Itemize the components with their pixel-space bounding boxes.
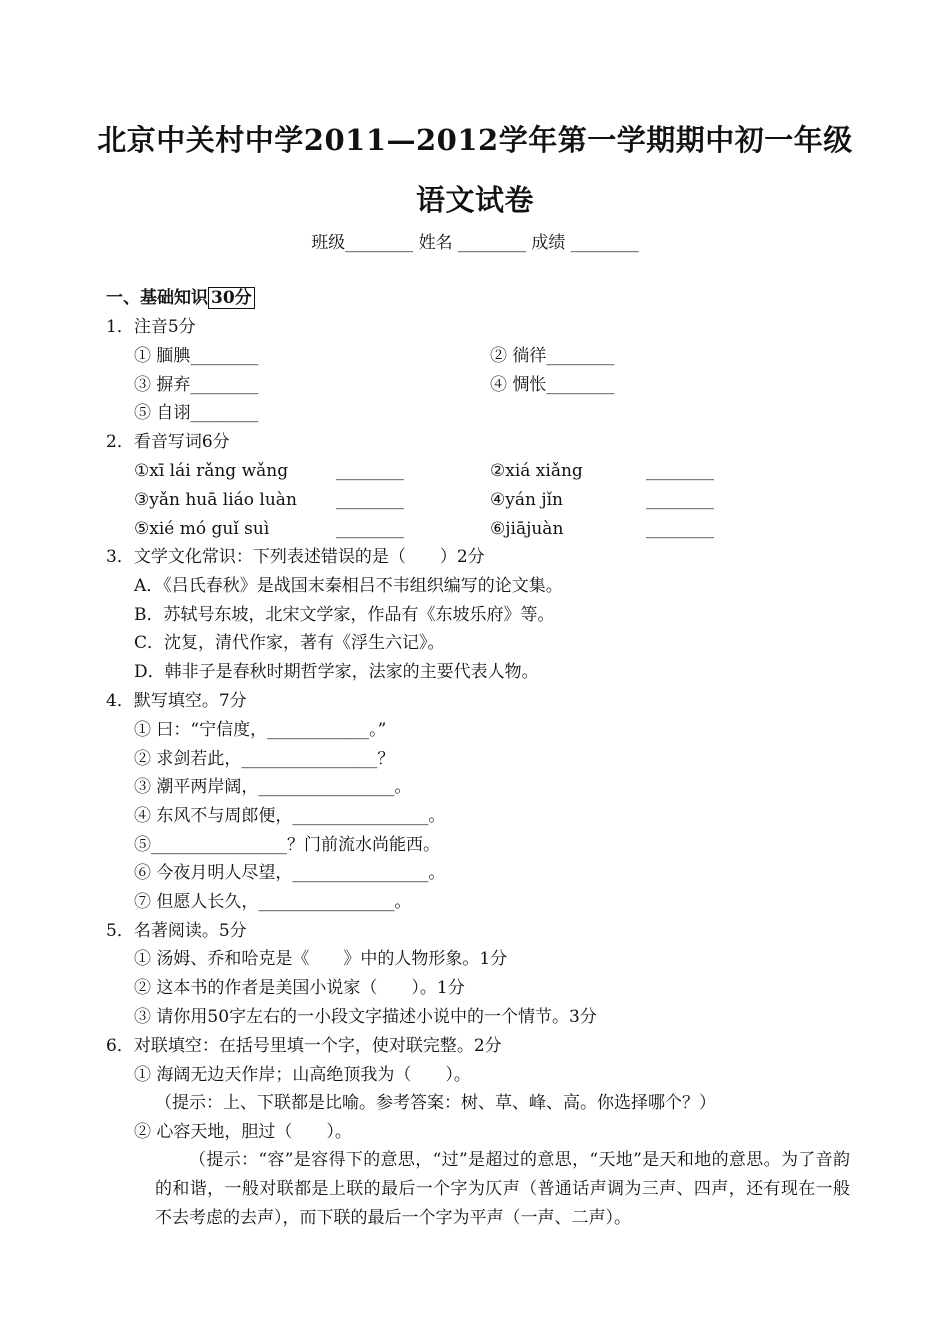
q4-item-2: ② 求剑若此，________________？ <box>134 749 395 769</box>
section-heading <box>106 287 255 309</box>
q4-item-7: ⑦ 但愿人长久，________________。 <box>134 892 412 912</box>
q1-item-5: ⑤ 自诩________ <box>134 403 259 423</box>
q2-blank-2: ________ <box>646 461 714 481</box>
q2-item-5: ⑤xié mó guǐ suì <box>134 519 270 539</box>
q1-item-2: ② 徜徉________ <box>490 346 615 366</box>
question-1-stem: 1．注音5分 <box>106 317 196 337</box>
q4-item-4: ④ 东风不与周郎便，________________。 <box>134 806 446 826</box>
question-2-stem: 2．看音写词6分 <box>106 432 230 452</box>
q5-item-3: ③ 请你用50字左右的一小段文字描述小说中的一个情节。3分 <box>134 1007 597 1027</box>
student-info-line: 班级________ 姓名 ________ 成绩 ________ <box>311 233 639 253</box>
q2-item-3: ③yǎn huā liáo luàn <box>134 490 297 510</box>
q4-item-1: ① 曰：“宁信度，____________。” <box>134 720 387 740</box>
q4-item-3: ③ 潮平两岸阔，________________。 <box>134 777 412 797</box>
q2-blank-1: ________ <box>336 461 404 481</box>
q4-item-5: ⑤________________？门前流水尚能西。 <box>134 835 440 855</box>
q2-blank-6: ________ <box>646 519 714 539</box>
section-score-box: 30分 <box>208 287 255 309</box>
q6-item-1: ① 海阔无边天作岸；山高绝顶我为（ ）。 <box>134 1065 471 1085</box>
q6-item-2: ② 心容天地，胆过（ ）。 <box>134 1122 352 1142</box>
question-3-stem: 3．文学文化常识：下列表述错误的是（ ）2分 <box>106 547 485 567</box>
q2-item-2: ②xiá xiǎng <box>490 461 583 481</box>
question-5-stem: 5．名著阅读。5分 <box>106 921 247 941</box>
q6-hint-1: （提示：上、下联都是比喻。参考答案：树、草、峰、高。你选择哪个？） <box>155 1093 716 1113</box>
q2-blank-5: ________ <box>336 519 404 539</box>
q1-item-4: ④ 惆怅________ <box>490 375 615 395</box>
question-6-stem: 6．对联填空：在括号里填一个字，使对联完整。2分 <box>106 1036 502 1056</box>
section-label: 一、基础知识 <box>106 288 208 308</box>
q1-item-1: ① 腼腆________ <box>134 346 259 366</box>
q5-item-2: ② 这本书的作者是美国小说家（ ）。1分 <box>134 978 465 998</box>
q2-blank-4: ________ <box>646 490 714 510</box>
q5-item-1: ① 汤姆、乔和哈克是《 》中的人物形象。1分 <box>134 949 508 969</box>
q1-item-3: ③ 摒弃________ <box>134 375 259 395</box>
q2-item-1: ①xī lái rǎng wǎng <box>134 461 289 481</box>
q3-option-a: A．《吕氏春秋》是战国末秦相吕不韦组织编写的论文集。 <box>134 576 563 596</box>
q3-option-c: C．沈复，清代作家，著有《浮生六记》。 <box>134 633 445 653</box>
q2-item-4: ④yán jǐn <box>490 490 563 510</box>
exam-subtitle: 语文试卷 <box>415 183 534 217</box>
q2-item-6: ⑥jiājuàn <box>490 519 564 539</box>
exam-title: 北京中关村中学2011—2012学年第一学期期中初一年级 <box>97 123 853 157</box>
q3-option-b: B．苏轼号东坡，北宋文学家，作品有《东坡乐府》等。 <box>134 605 555 625</box>
question-4-stem: 4．默写填空。7分 <box>106 691 247 711</box>
q6-hint-2: （提示：“容”是容得下的意思，“过”是超过的意思，“天地”是天和地的意思。为了音韵的和谐，一般对联都是上联的最后一个字为仄声（普通话声调为三声、四声，还有现在一般不去考虑的去声），而下联的最后一个字为平声（一声、二声）。 <box>155 1150 850 1228</box>
q3-option-d: D．韩非子是春秋时期哲学家，法家的主要代表人物。 <box>134 662 539 682</box>
q4-item-6: ⑥ 今夜月明人尽望，________________。 <box>134 863 446 883</box>
q2-blank-3: ________ <box>336 490 404 510</box>
